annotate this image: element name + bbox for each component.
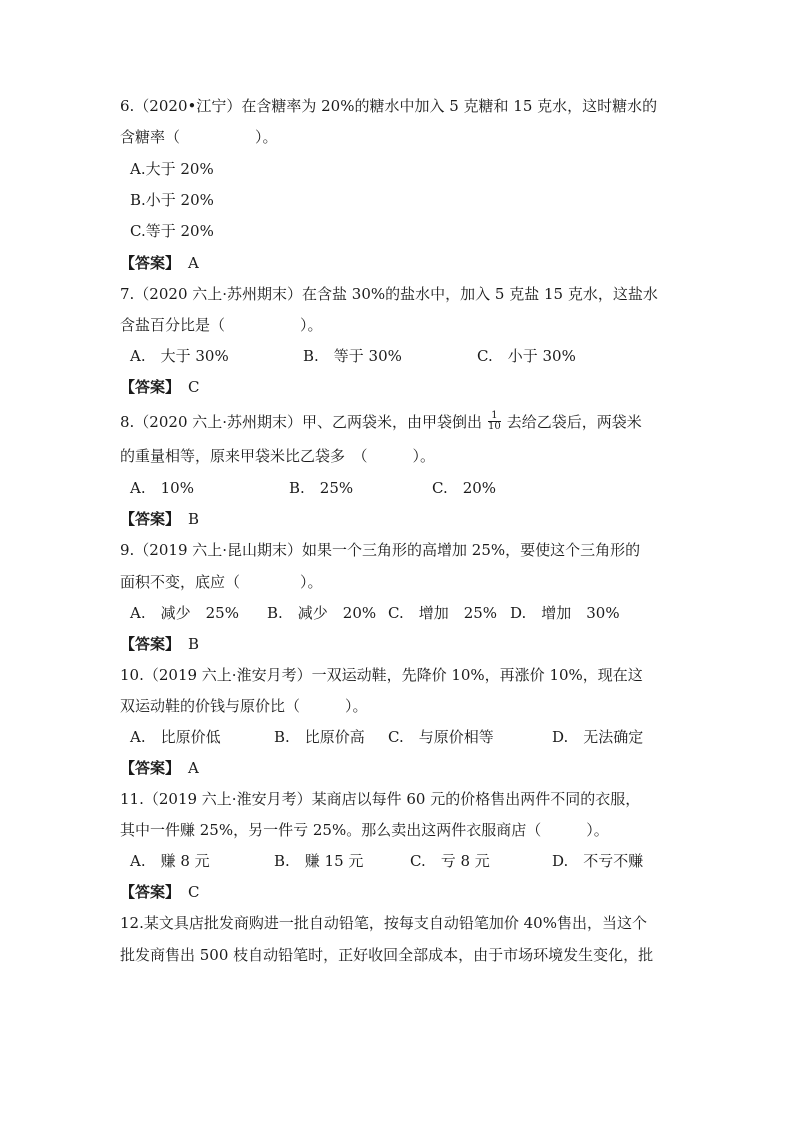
question-10-option-b: B. 比原价高 [274,728,365,746]
fraction-denominator: 10 [488,420,501,432]
answer-label: 【答案】 [120,510,181,528]
question-12-line-1: 12.某文具店批发商购进一批自动铅笔，按每支自动铅笔加价 40%售出，当这个 [120,914,647,932]
question-9-option-b: B. 减少 20% [267,604,377,622]
question-8-option-b: B. 25% [289,479,354,497]
question-7-option-a: A. 大于 30% [130,347,229,365]
question-10-line-2: 双运动鞋的价钱与原价比（ ）。 [120,697,368,715]
question-10-line-1: 10.（2019 六上·淮安月考）一双运动鞋，先降价 10%，再涨价 10%，现在这 [120,666,643,684]
question-8-option-c: C. 20% [432,479,497,497]
question-6-line-2: 含糖率（ ）。 [120,128,278,146]
question-11-option-a: A. 赚 8 元 [130,852,210,870]
question-9-option-a: A. 减少 25% [130,604,239,622]
question-6-option-b: B.小于 20% [130,191,214,209]
answer-value: A [188,254,199,272]
question-11-option-c: C. 亏 8 元 [410,852,490,870]
question-6-option-a: A.大于 20% [130,160,214,178]
question-8-line-1-pre: 8.（2020 六上·苏州期末）甲、乙两袋米，由甲袋倒出 [120,413,483,431]
answer-value: A [188,759,199,777]
question-8-line-1-post: 去给乙袋后，两袋米 [506,413,642,431]
answer-value: B [188,635,200,653]
answer-label: 【答案】 [120,883,181,901]
question-10-option-d: D. 无法确定 [552,728,644,746]
answer-value: C [188,378,200,396]
answer-label: 【答案】 [120,759,181,777]
question-11-line-2: 其中一件赚 25%，另一件亏 25%。那么卖出这两件衣服商店（ ）。 [120,821,609,839]
question-6-option-c: C.等于 20% [130,222,214,240]
question-11-option-d: D. 不亏不赚 [552,852,644,870]
question-11-line-1: 11.（2019 六上·淮安月考）某商店以每件 60 元的价格售出两件不同的衣服， [120,790,641,808]
question-7-line-2: 含盐百分比是（ ）。 [120,316,323,334]
question-9-line-2: 面积不变，底应（ ）。 [120,573,323,591]
answer-value: C [188,883,200,901]
question-7-option-b: B. 等于 30% [303,347,402,365]
question-7-option-c: C. 小于 30% [477,347,576,365]
fraction-one-tenth [488,411,501,432]
question-11-answer [120,882,200,902]
question-10-option-a: A. 比原价低 [130,728,221,746]
question-9-option-c: C. 增加 25% [388,604,498,622]
question-8-answer [120,509,199,529]
question-8-line-1 [120,409,642,432]
question-9-answer [120,634,199,654]
question-6-line-1: 6.（2020•江宁）在含糖率为 20%的糖水中加入 5 克糖和 15 克水，这时糖水的 [120,97,658,115]
question-10-option-c: C. 与原价相等 [388,728,494,746]
question-11-option-b: B. 赚 15 元 [274,852,364,870]
fraction-numerator: 1 [488,411,501,422]
question-9-option-d: D. 增加 30% [510,604,620,622]
question-7-answer [120,377,200,397]
answer-label: 【答案】 [120,378,181,396]
question-12-line-2: 批发商售出 500 枝自动铅笔时，正好收回全部成本，由于市场环境发生变化，批 [120,946,654,964]
question-7-line-1: 7.（2020 六上·苏州期末）在含盐 30%的盐水中，加入 5 克盐 15 克水，这盐水 [120,285,658,303]
answer-value: B [188,510,200,528]
question-6-answer [120,253,199,273]
question-10-answer [120,758,199,778]
answer-label: 【答案】 [120,254,181,272]
question-8-option-a: A. 10% [130,479,194,497]
question-9-line-1: 9.（2019 六上·昆山期末）如果一个三角形的高增加 25%，要使这个三角形的 [120,541,641,559]
question-8-line-2: 的重量相等，原来甲袋米比乙袋多 （ ）。 [120,447,436,465]
answer-label: 【答案】 [120,635,181,653]
